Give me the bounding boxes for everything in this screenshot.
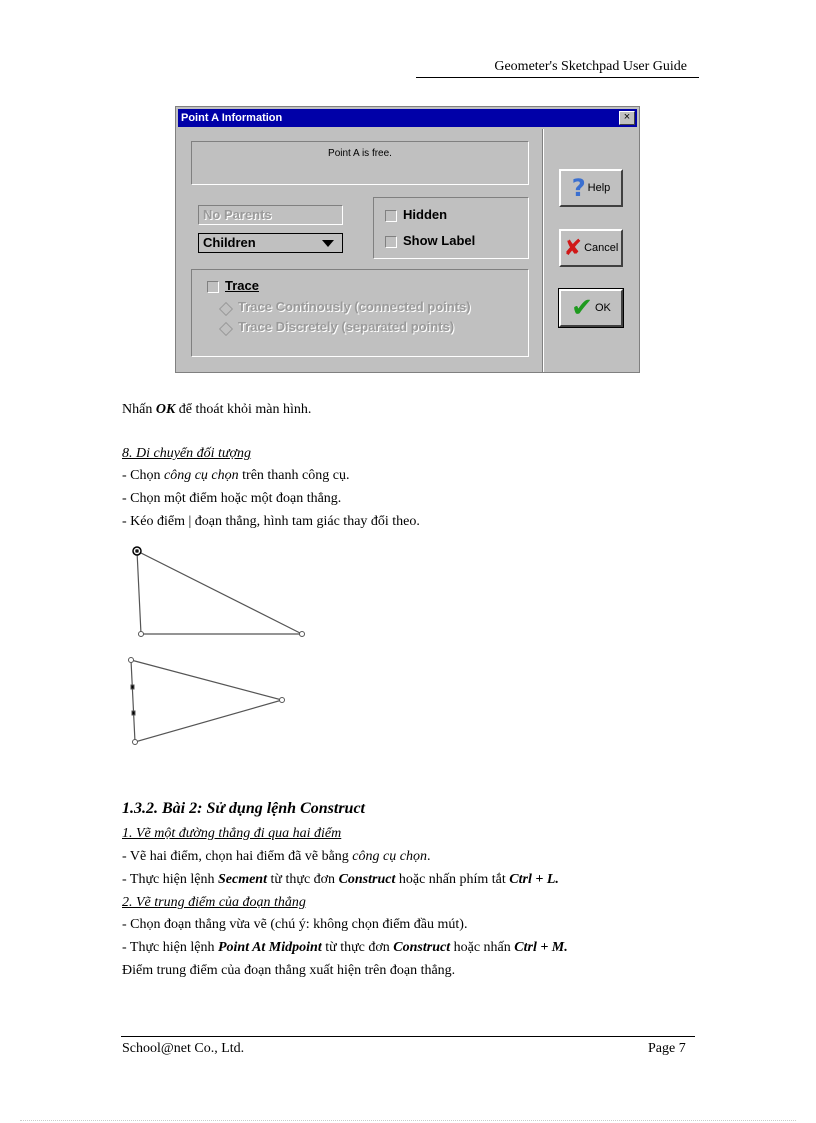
hidden-label: Hidden (403, 207, 448, 222)
sub1-line-1 (122, 849, 430, 865)
cancel-button-label: Cancel (584, 242, 619, 254)
question-icon: ? (571, 174, 586, 202)
text-run: từ thực đơn (266, 872, 339, 887)
vertex-point (136, 550, 139, 553)
sub2-line-2 (122, 940, 568, 956)
vertex-point (139, 632, 144, 637)
text-run: công cụ chọn (164, 468, 239, 483)
text-run: - Thực hiện lệnh (122, 940, 218, 955)
text-run: Construct (393, 940, 451, 955)
text-run: hoặc nhấn (450, 940, 515, 955)
text-run: Ctrl + M. (514, 940, 568, 955)
text-run: Construct (338, 872, 396, 887)
text-run: từ thực đơn (321, 940, 394, 955)
children-select-label: Children (203, 235, 256, 250)
vertex-point (300, 632, 305, 637)
page-edge-divider (20, 1120, 796, 1121)
text-run: OK (155, 402, 176, 417)
sub-1-heading: 1. Vẽ một đường thẳng đi qua hai điểm (122, 826, 342, 841)
footer-page-number: Page 7 (648, 1041, 686, 1056)
text-run: - Thực hiện lệnh (122, 872, 218, 887)
selection-handle (132, 711, 135, 715)
footer-divider (121, 1036, 695, 1037)
ok-button-label: OK (594, 302, 611, 314)
sub-2-heading: 2. Vẽ trung điểm của đoạn thẳng (122, 895, 306, 910)
lesson-heading: 1.3.2. Bài 2: Sử dụng lệnh Construct (122, 800, 365, 817)
trace-discrete-label: Trace Discretely (separated points) (238, 319, 455, 334)
text-run: - Chọn (122, 468, 164, 483)
cross-icon: ✘ (563, 235, 583, 261)
text-run: để thoát khỏi màn hình. (175, 402, 312, 417)
dialog-title: Point A Information (181, 112, 283, 124)
text-run: Point At Midpoint (217, 940, 322, 955)
vertex-point (280, 698, 285, 703)
sub2-line-3: Điểm trung điểm của đoạn thẳng xuất hiện trên đoạn thẳng. (122, 963, 456, 978)
vertex-point (133, 740, 138, 745)
text-run: hoặc nhấn phím tắt (395, 872, 510, 887)
no-parents-field: No Parents (198, 205, 343, 225)
triangle-1 (137, 551, 302, 634)
help-button-label: Help (587, 182, 611, 194)
text-run: Nhấn (122, 402, 156, 417)
s8-line-2: - Chọn một điểm hoặc một đoạn thẳng. (122, 491, 342, 506)
checkmark-icon: ✔ (571, 293, 593, 323)
text-run: Secment (217, 872, 267, 887)
text-run: trên thanh công cụ. (238, 468, 350, 483)
selection-handle (131, 685, 134, 689)
s8-line-3: - Kéo điểm | đoạn thẳng, hình tam giác thay đổi theo. (122, 514, 420, 529)
show-label-label: Show Label (403, 233, 476, 248)
section-8-heading: 8. Di chuyển đối tượng (122, 446, 252, 461)
page-header: Geometer's Sketchpad User Guide (416, 58, 699, 78)
text-run: công cụ chọn (352, 849, 427, 864)
vertex-point (129, 658, 134, 663)
info-text: Point A is free. (191, 141, 529, 185)
sub2-line-1: - Chọn đoạn thẳng vừa vẽ (chú ý: không chọn điểm đầu mút). (122, 917, 468, 932)
text-run: Ctrl + L. (509, 872, 559, 887)
footer-company: School@net Co., Ltd. (122, 1041, 245, 1056)
trace-label: Trace (225, 278, 259, 293)
close-icon[interactable]: × (619, 111, 635, 125)
triangle-2 (131, 660, 282, 742)
trace-continuous-label: Trace Continously (connected points) (238, 299, 471, 314)
text-run: - Vẽ hai điểm, chọn hai điểm đã vẽ bằng (122, 849, 353, 864)
sub1-line-2 (122, 872, 559, 888)
text-run: . (426, 849, 431, 864)
